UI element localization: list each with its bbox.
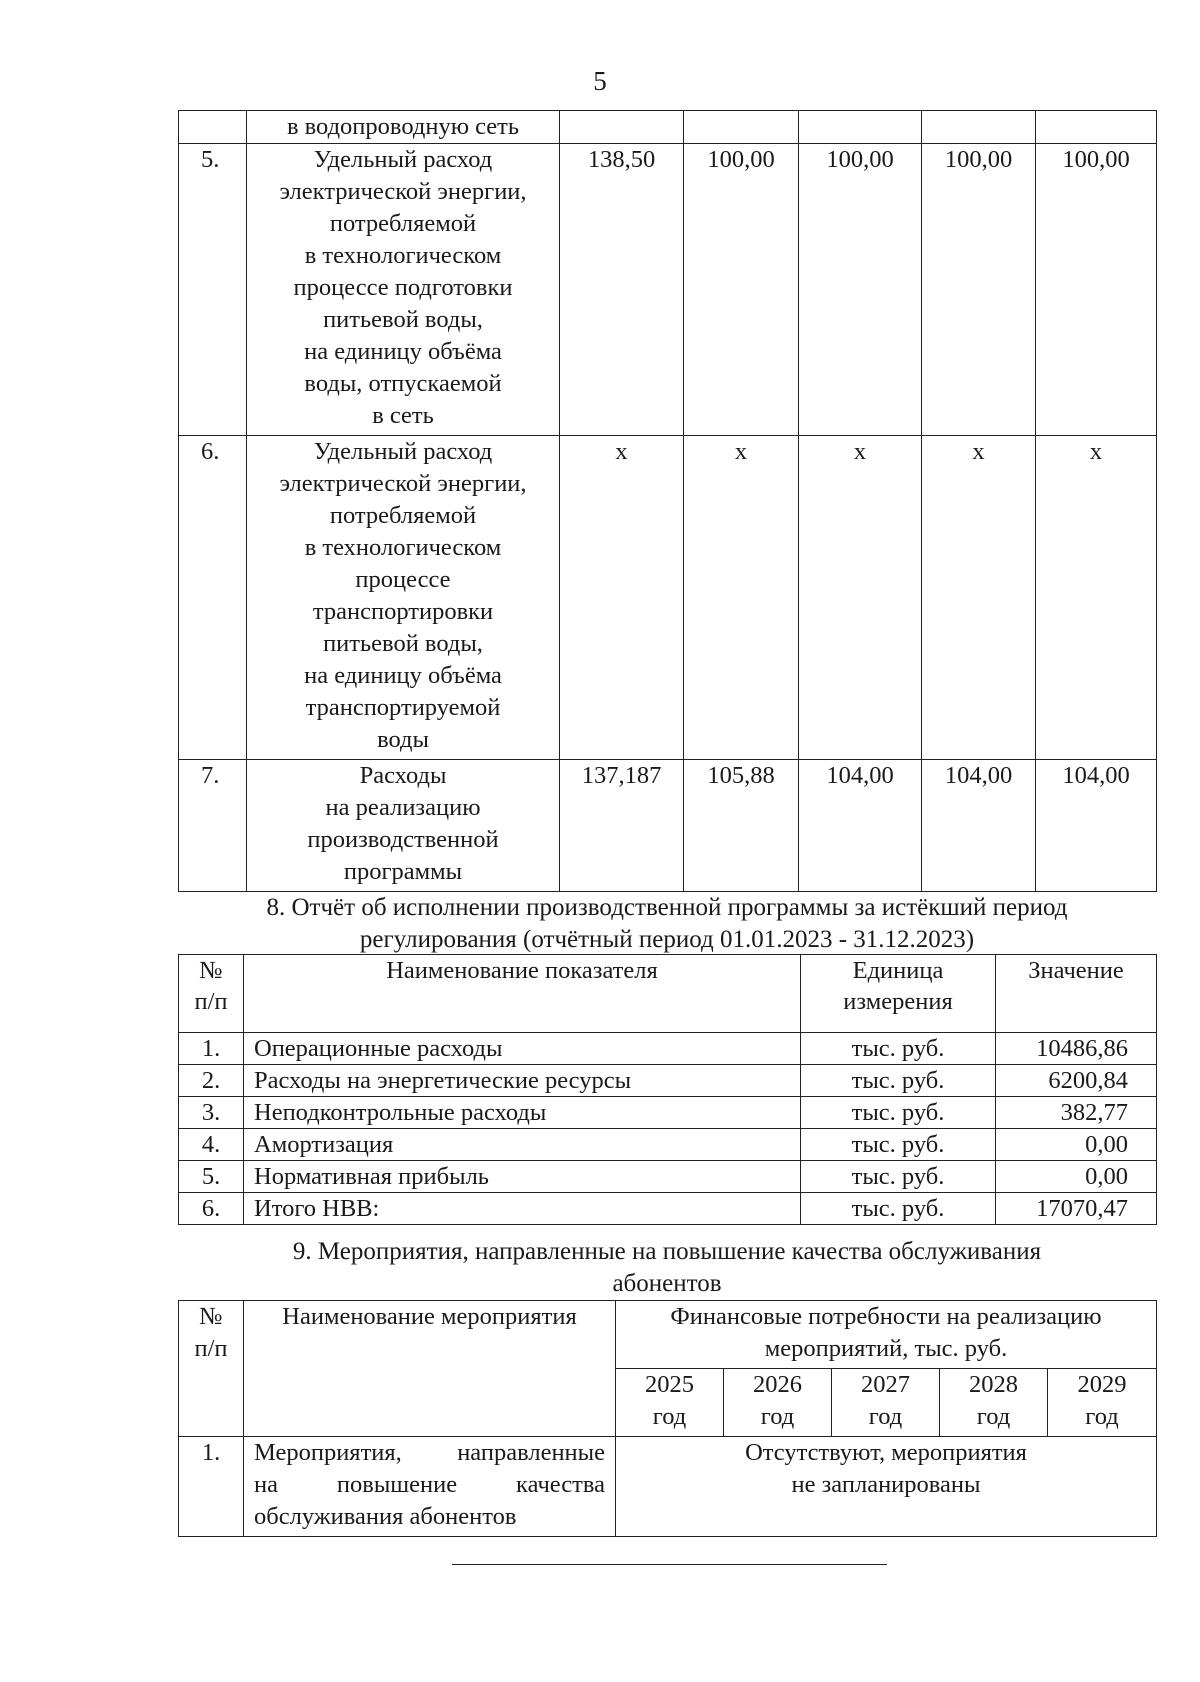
value-cell: 100,00 xyxy=(684,144,799,436)
indicator-name xyxy=(247,760,560,892)
unit-cell: тыс. руб. xyxy=(801,1033,996,1065)
text-line: на единицу объёма xyxy=(304,338,502,365)
header-text: Единица xyxy=(852,957,944,984)
caption-line: 9. Мероприятия, направленные на повышение качества обслуживания xyxy=(292,1238,1042,1265)
table-row xyxy=(179,760,1157,892)
table-row xyxy=(179,1129,1157,1161)
header-year xyxy=(616,1369,724,1437)
measures-table xyxy=(178,1300,1157,1537)
header-year xyxy=(1048,1369,1157,1437)
text-line: производственной xyxy=(307,826,499,853)
row-number: 2. xyxy=(179,1065,244,1097)
report-table xyxy=(178,954,1157,1225)
indicators-table xyxy=(178,110,1157,892)
year-word: год xyxy=(652,1403,687,1430)
caption-line: регулирования (отчётный период 01.01.2023 - 31.12.2023) xyxy=(359,926,975,953)
header-text: измерения xyxy=(843,988,953,1015)
text-line: на повышение качества xyxy=(254,1471,605,1498)
header-text: п/п xyxy=(194,1335,228,1362)
value-cell: 104,00 xyxy=(922,760,1036,892)
header-text: № xyxy=(199,957,223,984)
header-year xyxy=(832,1369,940,1437)
unit-cell: тыс. руб. xyxy=(801,1065,996,1097)
year-text: 2026 xyxy=(753,1371,802,1398)
text-line: транспортируемой xyxy=(305,694,501,721)
year-word: год xyxy=(1085,1403,1119,1430)
indicator-name xyxy=(247,436,560,760)
value-cell: 138,50 xyxy=(560,144,684,436)
indicator-name: Итого НВВ: xyxy=(244,1193,801,1225)
row-number: 5. xyxy=(179,1161,244,1193)
indicator-name xyxy=(247,144,560,436)
text-line: процессе подготовки xyxy=(293,274,513,301)
bottom-separator-line xyxy=(452,1564,887,1565)
value-cell: х xyxy=(684,436,799,760)
value-cell: 100,00 xyxy=(1036,144,1157,436)
header-text: № xyxy=(199,1303,223,1330)
caption-line: абонентов xyxy=(612,1270,722,1297)
year-word: год xyxy=(868,1403,903,1430)
section-9-caption xyxy=(178,1236,1156,1300)
text-line: Удельный расход xyxy=(313,438,493,465)
row-number: 4. xyxy=(179,1129,244,1161)
value-cell: 137,187 xyxy=(560,760,684,892)
text-line: обслуживания абонентов xyxy=(254,1503,517,1530)
value-cell: 0,00 xyxy=(996,1129,1157,1161)
text-line: Расходы xyxy=(359,762,447,789)
header-financial-needs xyxy=(616,1301,1157,1369)
text-line: в сеть xyxy=(372,402,434,429)
note-line: Отсутствуют, мероприятия xyxy=(745,1439,1027,1466)
header-num xyxy=(179,955,244,1033)
year-text: 2027 xyxy=(861,1371,910,1398)
value-cell: 10486,86 xyxy=(996,1033,1157,1065)
value-cell: 104,00 xyxy=(799,760,922,892)
text-line: воды xyxy=(377,726,429,753)
table-row xyxy=(179,1033,1157,1065)
value-cell: 17070,47 xyxy=(996,1193,1157,1225)
indicator-name: Операционные расходы xyxy=(244,1033,801,1065)
row-number: 5. xyxy=(179,144,247,436)
value-cell: 0,00 xyxy=(996,1161,1157,1193)
text-line: питьевой воды, xyxy=(323,306,483,333)
header-year xyxy=(724,1369,832,1437)
value-cell: 100,00 xyxy=(799,144,922,436)
year-text: 2028 xyxy=(969,1371,1018,1398)
table-row xyxy=(179,111,1157,144)
text-line: электрической энергии, xyxy=(279,470,527,497)
indicator-name: Неподконтрольные расходы xyxy=(244,1097,801,1129)
table-row xyxy=(179,1097,1157,1129)
text-line: процессе xyxy=(355,566,451,593)
table-row xyxy=(179,436,1157,760)
value-cell: 104,00 xyxy=(1036,760,1157,892)
header-name: Наименование мероприятия xyxy=(244,1301,616,1437)
text-line: в технологическом xyxy=(304,534,502,561)
text-line: транспортировки xyxy=(312,598,494,625)
section-8-caption xyxy=(178,892,1156,956)
header-text: п/п xyxy=(194,988,228,1015)
text-line: воды, отпускаемой xyxy=(304,370,502,397)
header-num xyxy=(179,1301,244,1437)
text-line: Удельный расход xyxy=(313,146,493,173)
header-value: Значение xyxy=(996,955,1157,1033)
value-cell: 105,88 xyxy=(684,760,799,892)
note-line: не запланированы xyxy=(791,1471,981,1498)
table-header-row xyxy=(179,1301,1157,1369)
table-row xyxy=(179,1161,1157,1193)
value-cell: 382,77 xyxy=(996,1097,1157,1129)
value-cell: х xyxy=(922,436,1036,760)
unit-cell: тыс. руб. xyxy=(801,1161,996,1193)
row-number: 1. xyxy=(179,1033,244,1065)
row-number: 6. xyxy=(179,1193,244,1225)
text-line: питьевой воды, xyxy=(323,630,483,657)
header-text: мероприятий, тыс. руб. xyxy=(764,1335,1008,1362)
value-cell: х xyxy=(560,436,684,760)
value-cell: 6200,84 xyxy=(996,1065,1157,1097)
row-number: 7. xyxy=(179,760,247,892)
value-cell: х xyxy=(1036,436,1157,760)
value-cell: х xyxy=(799,436,922,760)
table-row xyxy=(179,1437,1157,1537)
year-word: год xyxy=(976,1403,1011,1430)
header-unit xyxy=(801,955,996,1033)
indicator-name: Расходы на энергетические ресурсы xyxy=(244,1065,801,1097)
text-line: программы xyxy=(343,858,463,885)
indicator-name: Амортизация xyxy=(244,1129,801,1161)
header-name: Наименование показателя xyxy=(244,955,801,1033)
unit-cell: тыс. руб. xyxy=(801,1097,996,1129)
value-cell: 100,00 xyxy=(922,144,1036,436)
table-row xyxy=(179,144,1157,436)
year-text: 2029 xyxy=(1077,1371,1127,1398)
table-header-row xyxy=(179,955,1157,1033)
text-line: электрической энергии, xyxy=(279,178,527,205)
row-number: 1. xyxy=(179,1437,244,1537)
indicator-name: в водопроводную сеть xyxy=(247,111,560,144)
row-number: 6. xyxy=(179,436,247,760)
table-row xyxy=(179,1065,1157,1097)
caption-line: 8. Отчёт об исполнении производственной программы за истёкший период xyxy=(266,894,1068,921)
year-text: 2025 xyxy=(645,1371,694,1398)
header-text: Финансовые потребности на реализацию xyxy=(670,1303,1102,1330)
text-line: потребляемой xyxy=(329,210,477,237)
table-row xyxy=(179,1193,1157,1225)
text-line: на реализацию xyxy=(325,794,481,821)
measures-note xyxy=(616,1437,1157,1537)
row-number: 3. xyxy=(179,1097,244,1129)
unit-cell: тыс. руб. xyxy=(801,1193,996,1225)
unit-cell: тыс. руб. xyxy=(801,1129,996,1161)
header-year xyxy=(940,1369,1048,1437)
text-line: на единицу объёма xyxy=(304,662,502,689)
measure-name xyxy=(244,1437,616,1537)
text-line: Мероприятия, направленные xyxy=(254,1439,605,1466)
text-line: в технологическом xyxy=(304,242,502,269)
page-number: 5 xyxy=(593,66,607,96)
year-word: год xyxy=(760,1403,795,1430)
text-line: потребляемой xyxy=(329,502,477,529)
indicator-name: Нормативная прибыль xyxy=(244,1161,801,1193)
